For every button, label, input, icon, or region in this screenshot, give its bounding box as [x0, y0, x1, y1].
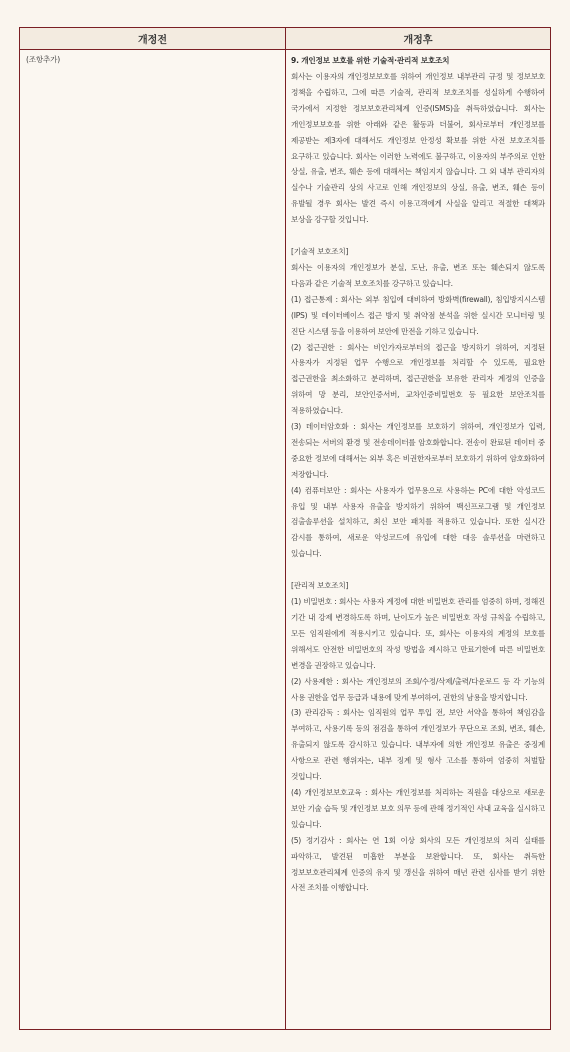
before-text: (조항추가) — [26, 55, 61, 64]
comparison-table-wrapper — [19, 27, 551, 1030]
tech-item-access-control: (1) 접근통제 : 회사는 외부 침입에 대비하여 방화벽(firewall), 침입방지시스템(IPS) 및 데이터베이스 접근 방지 및 취약점 분석을 위한 실시간 모니터링 및 진단 시스템 등을 이용하여 보안에 만전을 기하고 있습니다. — [291, 294, 545, 336]
admin-heading: [관리적 보호조치] — [291, 581, 349, 591]
table-row — [20, 50, 551, 1030]
after-cell — [286, 50, 551, 1030]
header-after: 개정후 — [286, 28, 551, 50]
table-header-row — [20, 28, 551, 50]
admin-item-supervision: (3) 관리감독 : 회사는 임직원의 업무 투입 전, 보안 서약을 통하여 책임감을 부여하고, 사용기록 등의 점검을 통하여 개인정보가 무단으로 조회, 변조, 훼손, 유출되지 않도록 감시하고 있습니다. 내부자에 의한 개인정보 유출은 중징계 사항으로 관련 행위자는, 내부 징계 및 형사 고소를 통하여 엄중히 처벌할 것입니다. — [291, 708, 545, 782]
comparison-table — [19, 27, 551, 1030]
admin-item-password: (1) 비밀번호 : 회사는 사용자 계정에 대한 비밀번호 관리를 엄중히 하며, 정해진 기간 내 강제 변경하도록 하며, 난이도가 높은 비밀번호 작성 규칙을 수립하고, 모든 임직원에게 적용시키고 있습니다. 또, 회사는 이용자의 계정의 보호를 위해서도 안전한 비밀번호의 작성 방법을 제시하고 만료기한에 따른 비밀번호 변경을 권장하고 있습니다. — [291, 597, 545, 670]
after-title: 9. 개인정보 보호를 위한 기술적·관리적 보호조치 — [291, 56, 450, 65]
admin-item-education: (4) 개인정보보호교육 : 회사는 개인정보를 처리하는 직원을 대상으로 새로운 보안 기술 습득 및 개인정보 보호 의무 등에 관해 정기적인 사내 교육을 실시하고 있습니다. — [291, 787, 545, 829]
admin-item-usage-limit: (2) 사용제한 : 회사는 개인정보의 조회/수정/삭제/출력/다운로드 등 각 기능의 사용 권한을 업무 등급과 내용에 맞게 부여하여, 권한의 남용을 방지합니다. — [291, 676, 545, 702]
spacer — [291, 562, 545, 578]
admin-item-audit: (5) 정기감사 : 회사는 연 1회 이상 회사의 모든 개인정보의 처리 실태를 파악하고, 발견된 미흡한 부분을 보완합니다. 또, 회사는 취득한 정보보호관리체계 인증의 유지 및 갱신을 위하여 매년 관련 심사를 받기 위한 사전 조치를 이행합니다. — [291, 835, 545, 893]
tech-item-computer-security: (4) 컴퓨터보안 : 회사는 사용자가 업무용으로 사용하는 PC에 대한 악성코드 유입 및 내부 사용자 유출을 방지하기 위하여 백신프로그램 및 개인정보 검출솔루션을 설치하고, 최신 보안 패치를 적용하고 있습니다. 또한 실시간 감시를 통하여, 새로운 악성코드에 유입에 대한 대응 솔루션을 마련하고 있습니다. — [291, 485, 545, 559]
tech-heading: [기술적 보호조치] — [291, 247, 349, 257]
tech-item-encryption: (3) 데이터암호화 : 회사는 개인정보를 보호하기 위하여, 개인정보가 입력, 전송되는 서버의 환경 및 전송데이터를 암호화합니다. 전송이 완료된 데이터 중 중요한 정보에 대해서는 외부 혹은 비권한자로부터 보호하기 위하여 암호화하여 저장합니다. — [291, 422, 545, 479]
tech-intro: 회사는 이용자의 개인정보가 분실, 도난, 유출, 변조 또는 훼손되지 않도록 다음과 같은 기술적 보호조치를 강구하고 있습니다. — [291, 262, 545, 288]
before-cell — [20, 50, 286, 1030]
spacer — [291, 228, 545, 244]
tech-item-access-rights: (2) 접근권한 : 회사는 비인가자로부터의 접근을 방지하기 위하여, 지정된 사용자가 지정된 업무 수행으로 개인정보를 처리할 수 있도록, 필요한 접근권한을 최소화하고 분리하며, 접근권한을 보유한 관리자 계정의 인증을 위하여 망 분리, 보안인증서버, 교차인증비밀번호 등 필요한 보안조치를 적용하였습니다. — [291, 342, 545, 416]
header-before: 개정전 — [20, 28, 286, 50]
intro-paragraph: 회사는 이용자의 개인정보보호를 위하여 개인정보 내부관리 규정 및 정보보호 정책을 수립하고, 그에 따른 기술적, 관리적 보호조치를 성실하게 수행하여 국가에서 지정한 정보보호관리체계 인증(ISMS)을 취득하였습니다. 회사는 개인정보보호를 위한 아래와 같은 활동과 더불어, 회사로부터 개인정보를 제공받는 제3자에 대해서도 개인정보 안정성 확보를 위한 사전 보호조치를 요구하고 있습니다. 회사는 이러한 노력에도 불구하고, 이용자의 부주의로 인한 상실, 유출, 변조, 훼손 등에 대해서는 책임지지 않습니다. 그 외 내부 관리자의 실수나 기술관리 상의 사고로 인해 개인정보의 상실, 유출, 변조, 훼손 등이 유발될 경우 회사는 발견 즉시 이용고객에게 사실을 알리고 적절한 대책과 보상을 강구할 것입니다. — [291, 72, 545, 225]
